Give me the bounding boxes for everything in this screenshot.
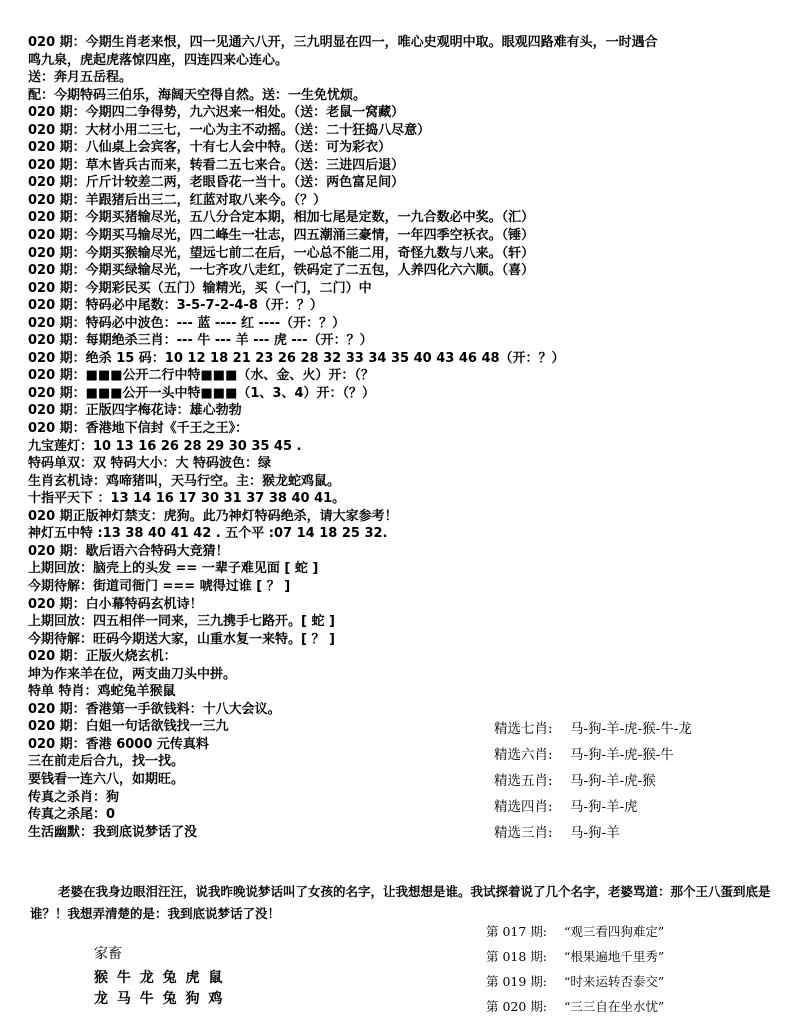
text-line: 020 期：大材小用二三七，一心为主不动摇。（送：二十狂捣八尽意）: [28, 122, 431, 138]
text-line: 送：奔月五岳程。: [28, 70, 133, 86]
text-line: 020 期正版神灯禁支：虎狗。此乃神灯特码绝杀，请大家参考！: [28, 508, 398, 524]
text-line: 020 期：特码必中波色：--- 蓝 ---- 红 ----（开：？）: [28, 315, 346, 331]
pick-row: [494, 716, 784, 742]
text-line: 要钱看一连六八，如期旺。: [28, 771, 185, 787]
issue-phrase: “观三看四狗难定”: [564, 924, 665, 939]
pick-value: 马-狗-羊: [570, 825, 620, 841]
issue-phrase: “根果遍地千里秀”: [564, 949, 665, 964]
pick-row: [494, 742, 784, 768]
text-line: 020 期：白姐一句话欲钱找一三九: [28, 719, 229, 735]
pick-label: 精选四肖:: [494, 799, 553, 815]
issue-row: [486, 944, 786, 969]
text-line: 三在前走后合九，找一找。: [28, 754, 185, 770]
humor-paragraph: 老婆在我身边眼泪汪汪，说我昨晚说梦话叫了女孩的名字，让我想想是谁。我试探着说了几个名字，老婆骂道：那个王八蛋到底是谁？！我想弄清楚的是：我到底说梦话了没！: [30, 884, 771, 921]
issue-row: [486, 969, 786, 994]
text-line: 上期回放：脑壳上的头发 == 一辈子难见面 [ 蛇 ]: [28, 561, 319, 577]
text-line: 020 期：■■■公开二行中特■■■（水、金、火）开：（？: [28, 368, 374, 384]
pick-value: 马-狗-羊-虎-猴: [570, 773, 656, 789]
text-line: 020 期：■■■公开一头中特■■■（1、3、4）开：（？）: [28, 385, 375, 401]
text-line: 020 期：今期彩民买（五门）输精光，买（一门，二门）中: [28, 280, 372, 296]
issue-row: [486, 919, 786, 944]
issue-phrase: “三三自在坐水忧”: [564, 999, 665, 1014]
livestock-box: [94, 944, 294, 1010]
text-line: 020 期：今期生肖老来恨，四一见通六八开，三九明显在四一，唯心史观明中取。眼观四路难有头，一时遇合: [28, 35, 658, 50]
text-line: 020 期：白小幕特码玄机诗！: [28, 596, 203, 612]
livestock-row-2: 龙 马 牛 兔 狗 鸡: [94, 991, 225, 1007]
text-line: 配：今期特码三伯乐，海阔天空得自然。送：一生免忧烦。: [28, 87, 367, 103]
issue-period: 第 017 期:: [486, 924, 548, 939]
issue-phrases: [486, 919, 786, 1019]
pick-label: 精选七肖:: [494, 721, 553, 737]
issue-period: 第 018 期:: [486, 949, 548, 964]
text-line: 020 期：今期买马输尽光，四二峰生一壮志，四五潮涌三豪情，一年四季空袄衣。（锤）: [28, 228, 535, 244]
pick-label: 精选六肖:: [494, 747, 553, 763]
text-line: 020 期：今期四二争得势，九六迟来一相处。（送：老鼠一窝藏）: [28, 105, 405, 121]
text-line: 020 期：今期买猪输尽光，五八分合定本期，相加七尾是定数，一九合数必中奖。（汇）: [28, 210, 535, 226]
selected-zodiac-picks: [494, 716, 784, 846]
text-line: 020 期：香港第一手欲钱料：十八大会议。: [28, 701, 281, 717]
text-line: 今期待解：旺码今期送大家，山重水复一来特。[ ？ ]: [28, 631, 335, 647]
pick-value: 马-狗-羊-虎: [570, 799, 638, 815]
text-line: 生活幽默：我到底说梦话了没: [28, 824, 198, 840]
pick-row: [494, 768, 784, 794]
text-line: 020 期：羊跟猪后出三二，红蓝对取八来今。（？）: [28, 192, 327, 208]
text-line: 传真之杀尾：0: [28, 807, 116, 823]
text-line: 020 期：香港地下信封《千王之王》：: [28, 421, 249, 437]
text-line: 今期待解：街道司衙门 === 唬得过谁 [ ？ ]: [28, 578, 291, 594]
pick-label: 精选五肖:: [494, 773, 553, 789]
pick-row: [494, 820, 784, 846]
text-line: 特码单双：双 特码大小：大 特码波色：绿: [28, 456, 272, 472]
issue-phrase: “时来运转否泰交”: [564, 974, 665, 989]
issue-period: 第 020 期:: [486, 999, 548, 1014]
text-line: 上期回放：四五相伴一同来，三九携手七路开。[ 蛇 ]: [28, 614, 335, 630]
text-line: 生肖玄机诗：鸡啼猪叫，天马行空。主：猴龙蛇鸡鼠。: [28, 473, 341, 489]
text-line: 020 期：草木皆兵古而来，转看二五七来合。（送：三进四后退）: [28, 157, 405, 173]
livestock-row-1: 猴 牛 龙 兔 虎 鼠: [94, 970, 225, 986]
text-line: 020 期：今期买猴输尽光，望远七前二在后，一心总不能二用，奇怪九数与八来。（轩）: [28, 245, 535, 261]
text-line: 020 期：斤斤计较差二两，老眼昏花一当十。（送：两色富足间）: [28, 175, 405, 191]
text-line: 十指平天下 ：13 14 16 17 30 31 37 38 40 41。: [28, 491, 346, 507]
text-line: 神灯五中特 :13 38 40 41 42 . 五个平 :07 14 18 25 32.: [28, 526, 388, 542]
text-line: 020 期：正版四字梅花诗：雄心勃勃: [28, 403, 242, 419]
pick-label: 精选三肖:: [494, 825, 553, 841]
text-line: 鸣九泉，虎起虎落惊四座，四连四来心连心。: [28, 52, 289, 68]
text-line: 020 期：每期绝杀三肖：--- 牛 --- 羊 --- 虎 ---（开：？）: [28, 333, 373, 349]
text-line: 坤为作来羊在位，两支曲刀头中拼。: [28, 666, 237, 682]
livestock-title: 家畜: [94, 946, 122, 962]
text-line: 020 期：正版火烧玄机：: [28, 649, 177, 665]
pick-value: 马-狗-羊-虎-猴-牛-龙: [570, 721, 692, 737]
text-line: 020 期：八仙桌上会宾客，十有七人会中特。（送：可为彩衣）: [28, 140, 392, 156]
text-line: 020 期：绝杀 15 码：10 12 18 21 23 26 28 32 33 34 35 40 43 46 48（开：？）: [28, 350, 565, 366]
issue-period: 第 019 期:: [486, 974, 548, 989]
text-line: 020 期：今期买绿输尽光，一七齐攻八走红，铁码定了二五包，人养四化六六顺。（喜）: [28, 263, 535, 279]
text-line: 特单 特肖：鸡蛇兔羊猴鼠: [28, 684, 176, 700]
text-line: 传真之杀肖：狗: [28, 789, 120, 805]
issue-row: [486, 994, 786, 1019]
pick-row: [494, 794, 784, 820]
text-line: 020 期：特码必中尾数：3-5-7-2-4-8（开：？）: [28, 298, 323, 314]
text-line: 020 期：香港 6000 元传真料: [28, 736, 209, 752]
pick-value: 马-狗-羊-虎-猴-牛: [570, 747, 674, 763]
text-line: 九宝莲灯：10 13 16 26 28 29 30 35 45 .: [28, 438, 302, 454]
text-line: 020 期：歇后语六合特码大竞猜！: [28, 543, 229, 559]
